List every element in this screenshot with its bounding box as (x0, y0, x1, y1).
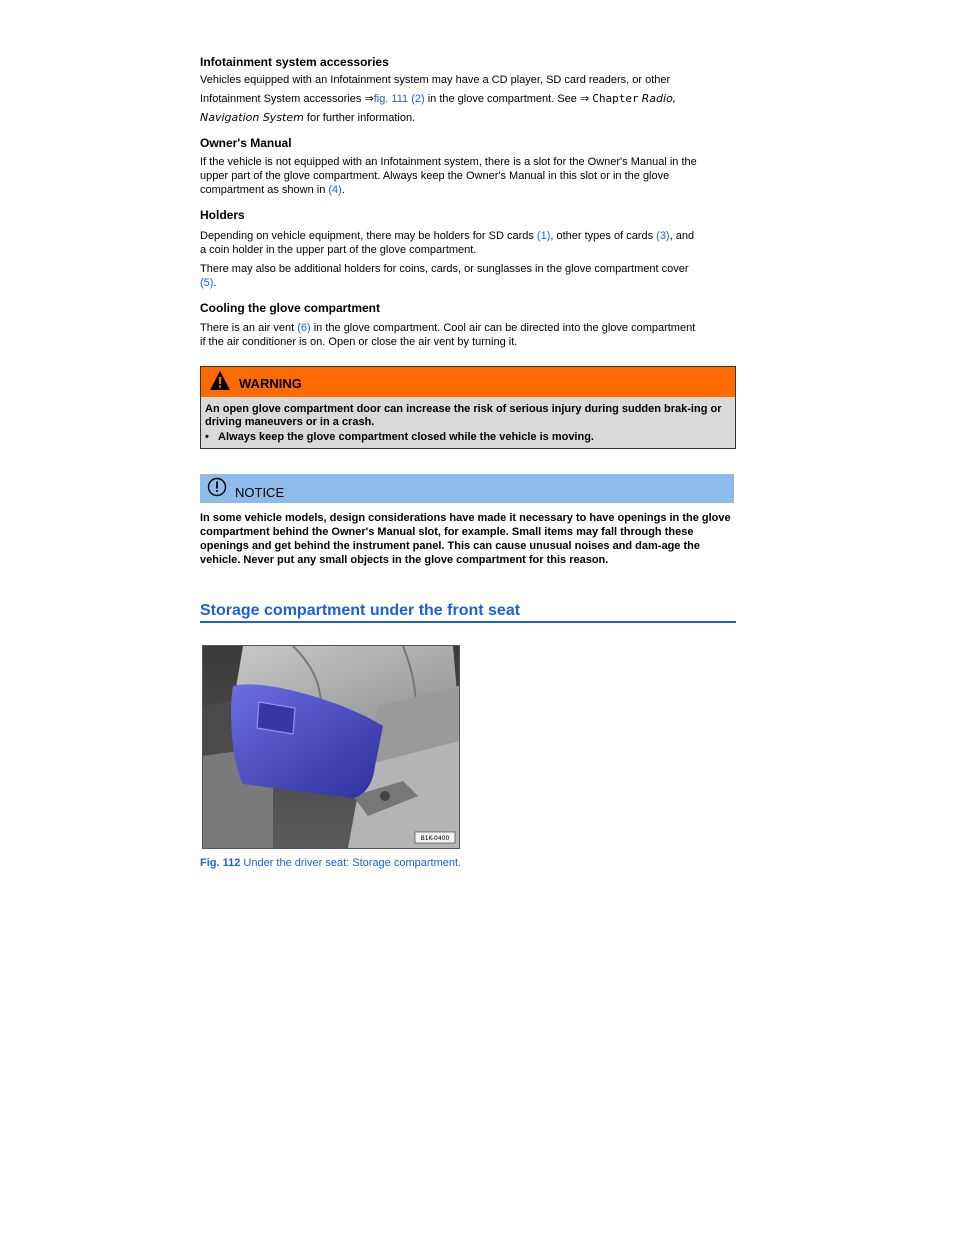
heading-owners-manual: Owner's Manual (200, 136, 292, 150)
heading-holders: Holders (200, 208, 245, 222)
figure-112-image (202, 645, 460, 849)
ref-6-link[interactable]: (6) (297, 322, 311, 334)
section-title-underline (200, 621, 736, 623)
infotainment-line-2: Infotainment System accessories ⇒fig. 111 (2) in the glove compartment. See ⇒ Chapter Radio, (200, 92, 677, 105)
notice-label: NOTICE (235, 485, 285, 500)
holders-line-1: Depending on vehicle equipment, there may be holders for SD cards (1), other types of cards (3), and (200, 230, 695, 242)
seat-illustration (203, 646, 459, 848)
fig-111-link[interactable]: fig. 111 (2) (373, 93, 425, 105)
warning-label: WARNING (239, 376, 302, 391)
cooling-line-1: There is an air vent (6) in the glove compartment. Cool air can be directed into the glove compartment (200, 322, 696, 334)
chapter-ref-link[interactable]: Chapter Radio, (592, 92, 677, 105)
infotainment-line-3: Navigation System for further information. (200, 111, 416, 124)
holders-line-2: a coin holder in the upper part of the glove compartment. (200, 244, 477, 256)
ref-1-link[interactable]: (1) (536, 230, 551, 242)
warning-body (201, 397, 735, 448)
bullet-icon: • (205, 431, 219, 443)
figure-caption-label: Fig. 112 (200, 857, 241, 869)
manual-line-3: compartment as shown in (4). (200, 184, 345, 196)
notice-exclamation-icon (207, 477, 227, 497)
holders-line-3: There may also be additional holders for coins, cards, or sunglasses in the glove compartment cover (200, 263, 689, 275)
heading-infotainment: Infotainment system accessories (200, 55, 389, 69)
figure-caption-text: Under the driver seat: Storage compartment. (240, 857, 462, 869)
warning-box (200, 366, 736, 449)
warning-triangle-icon (209, 370, 231, 391)
section-title-storage: Storage compartment under the front seat (200, 602, 521, 619)
cooling-line-2: if the air conditioner is on. Open or close the air vent by turning it. (200, 336, 518, 348)
warning-text: An open glove compartment door can increase the risk of serious injury during sudden brak-ing or driving maneuvers or in a crash. (205, 403, 722, 428)
heading-cooling: Cooling the glove compartment (200, 301, 381, 315)
warning-header (201, 367, 735, 397)
manual-line-2: upper part of the glove compartment. Always keep the Owner's Manual in this slot or in the glove (200, 170, 670, 182)
manual-line-1: If the vehicle is not equipped with an Infotainment system, there is a slot for the Owner's Manual in the (200, 156, 697, 168)
notice-text: In some vehicle models, design considerations have made it necessary to have openings in the glove compartment behind the Owner's Manual slot, for example. Small items may fall through these openings and get behind the instrument panel. This can cause unusual noises and dam-age the vehicle. Never put any small objects in the glove compartment for this reason. (200, 512, 731, 566)
notice-header (200, 474, 734, 503)
ref-4-link[interactable]: (4) (328, 184, 342, 196)
figure-caption (200, 857, 461, 869)
ref-3-link[interactable]: (3) (656, 230, 670, 242)
holders-line-4: (5). (200, 277, 217, 289)
warning-bullet: • Always keep the glove compartment closed while the vehicle is moving. (205, 431, 594, 443)
figure-code-label: B1K-0400 (420, 835, 450, 842)
infotainment-line-1: Vehicles equipped with an Infotainment system may have a CD player, SD card readers, or other (200, 74, 671, 86)
ref-5-link[interactable]: (5) (200, 277, 214, 289)
